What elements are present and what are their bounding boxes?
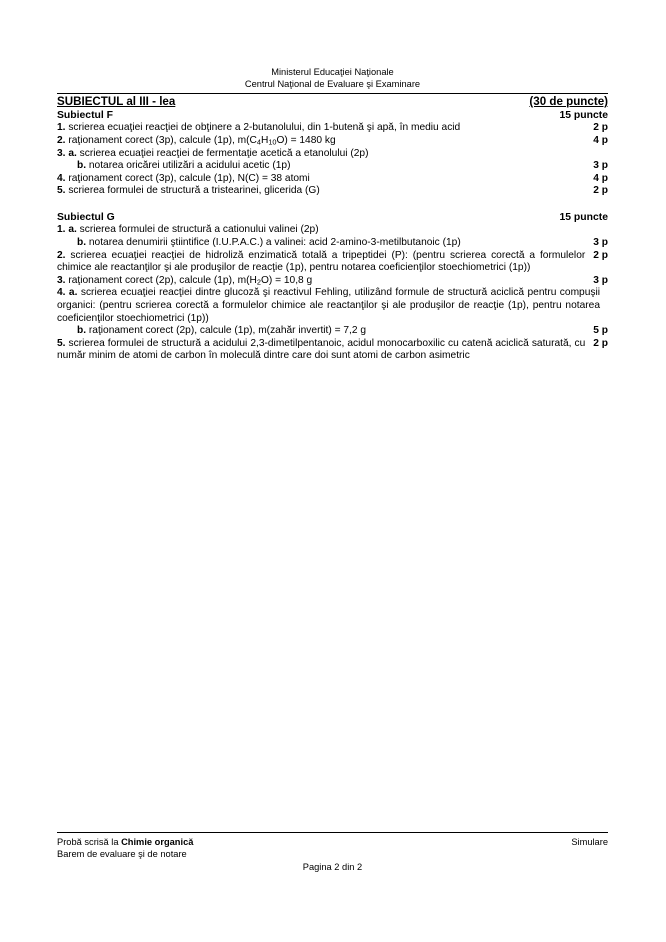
scoring-item — [57, 135, 608, 148]
footer-exam-regular: Probă scrisă la — [57, 837, 122, 847]
footer-rule — [57, 832, 608, 833]
scoring-item — [57, 250, 608, 275]
page-footer — [57, 832, 608, 874]
scoring-item-number: 1. — [57, 122, 66, 134]
scoring-item-body: raţionament corect (2p), calcule (1p), $m(H_2O) = 10,8$ g — [65, 274, 313, 287]
scoring-item-points: 2 p — [593, 122, 608, 134]
sections-container — [57, 109, 608, 363]
scoring-item — [57, 224, 608, 237]
scoring-item-points: 2 p — [593, 185, 608, 197]
scoring-item — [57, 275, 608, 288]
scoring-item-points: 2 p — [593, 337, 608, 349]
scoring-item-text — [57, 122, 585, 135]
scoring-item-text — [57, 224, 600, 237]
scoring-item-text — [57, 325, 585, 338]
scoring-item-text — [57, 237, 585, 250]
scoring-item-number: b. — [77, 160, 87, 172]
scoring-item-points: 2 p — [593, 249, 608, 261]
title-rule — [57, 93, 608, 94]
ministry-line-1: Ministerul Educaţiei Naţionale — [271, 67, 394, 77]
scoring-item-body: scrierea ecuaţiei reacţiei de obţinere a 2-butanolului, din 1-butenă şi apă, în mediu acid — [65, 122, 461, 134]
subject-title: SUBIECTUL al III - lea — [57, 95, 176, 108]
ministry-header — [57, 66, 608, 90]
scoring-item-number: b. — [77, 325, 87, 337]
document-body — [57, 93, 608, 363]
scoring-item-body: scrierea formulei de structură a acidului 2,3-dimetilpentanoic, acidul monocarboxilic cu catenă aciclică saturată, cu număr minim de atomi de carbon în moleculă dintre care doi sunt atomi de carbon asimetric — [57, 337, 586, 362]
scoring-item-points: 3 p — [593, 274, 608, 286]
scoring-item — [57, 287, 608, 325]
scoring-item-text — [57, 148, 600, 161]
section-header — [57, 211, 608, 224]
scoring-item-text — [57, 160, 585, 173]
scoring-item-points: 3 p — [593, 236, 608, 248]
subject-title-points: (30 de puncte) — [529, 95, 608, 108]
scoring-item — [57, 122, 608, 135]
footer-exam-subject: Chimie organică — [121, 837, 194, 847]
subject-title-row — [57, 95, 608, 109]
scoring-item-number: 2. — [57, 135, 66, 146]
scoring-item-body: scrierea formulei de structură a cationului valinei (2p) — [76, 224, 319, 236]
section-points: 15 puncte — [559, 110, 608, 121]
scoring-item — [57, 160, 608, 173]
scoring-item-number: 3. a. — [57, 147, 77, 159]
scoring-item — [57, 173, 608, 186]
scoring-item-body: notarea denumirii ştiintifice (I.U.P.A.C.) a valinei: acid 2-amino-3-metilbutanoic (1p) — [86, 236, 461, 248]
scoring-item-number: 2. — [57, 249, 66, 261]
scoring-item-text — [57, 250, 585, 275]
scoring-item-points: 5 p — [593, 325, 608, 337]
scoring-item-points: 3 p — [593, 160, 608, 172]
scoring-item-body: scrierea ecuaţiei reacţiei de hidroliză enzimatică totală a tripeptidei (P): (pentru scrierea corectă a formulelor chimice ale reactanţilor şi ale produşilor de reacţie (1p), pentru notarea coeficienţilor stoechiometrici (1p)) — [57, 249, 586, 274]
scoring-item — [57, 185, 608, 198]
section-gap — [57, 198, 608, 211]
scoring-item-number: 4. — [57, 172, 66, 184]
scoring-item-points: 4 p — [593, 135, 608, 146]
section-name: Subiectul F — [57, 110, 113, 121]
scoring-item-text — [57, 185, 585, 198]
footer-page-number: Pagina 2 din 2 — [302, 862, 363, 873]
scoring-item-body: raţionament corect (3p), calcule (1p), N(C) = 38 atomi — [65, 172, 310, 184]
scoring-item-points: 4 p — [593, 172, 608, 184]
footer-exam-line — [57, 836, 193, 848]
footer-barem-line: Barem de evaluare şi de notare — [57, 849, 187, 860]
scoring-item-text — [57, 135, 585, 148]
scoring-item — [57, 237, 608, 250]
scoring-item-body: notarea oricărei utilizări a acidului acetic (1p) — [86, 160, 291, 172]
section-header — [57, 109, 608, 122]
scoring-item-body: scrierea formulei de structură a tristearinei, glicerida (G) — [65, 185, 320, 197]
scoring-item — [57, 148, 608, 161]
scoring-item-body: scrierea ecuaţiei reacţiei dintre glucoză şi reactivul Fehling, utilizând formule de structură aciclică pentru compuşii organici: (pentru scrierea corectă a formulelor chimice ale reactanţilor şi ale produşilor de reacţie (1p), pentru notarea coeficienţilor stoechiometrici (1p)) — [57, 287, 601, 324]
section-name: Subiectul G — [57, 211, 115, 223]
scoring-item-number: 5. — [57, 185, 66, 197]
scoring-item-number: 4. a. — [57, 287, 78, 299]
scoring-item-text — [57, 275, 585, 288]
scoring-item-number: 3. — [57, 274, 66, 286]
section-points: 15 puncte — [559, 211, 608, 223]
scoring-item — [57, 325, 608, 338]
footer-session: Simulare — [571, 837, 608, 847]
scoring-item-number: b. — [77, 236, 87, 248]
scoring-item-text — [57, 287, 600, 325]
scoring-item-body: raţionament corect (2p), calcule (1p), m(zahăr invertit) = 7,2 g — [86, 325, 367, 337]
footer-left — [57, 836, 193, 860]
scoring-item — [57, 338, 608, 363]
scoring-item-body: raţionament corect (3p), calcule (1p), $m(C_4H_{10}O) = 1480$ kg — [65, 135, 336, 147]
scoring-item-text — [57, 173, 585, 186]
scoring-item-body: scrierea ecuaţiei reacţiei de fermentaţie acetică a etanolului (2p) — [76, 147, 369, 159]
scoring-item-number: 1. a. — [57, 224, 77, 236]
ministry-line-2: Centrul Naţional de Evaluare şi Examinare — [244, 79, 421, 90]
scoring-item-text — [57, 338, 585, 363]
scoring-item-number: 5. — [57, 337, 66, 349]
